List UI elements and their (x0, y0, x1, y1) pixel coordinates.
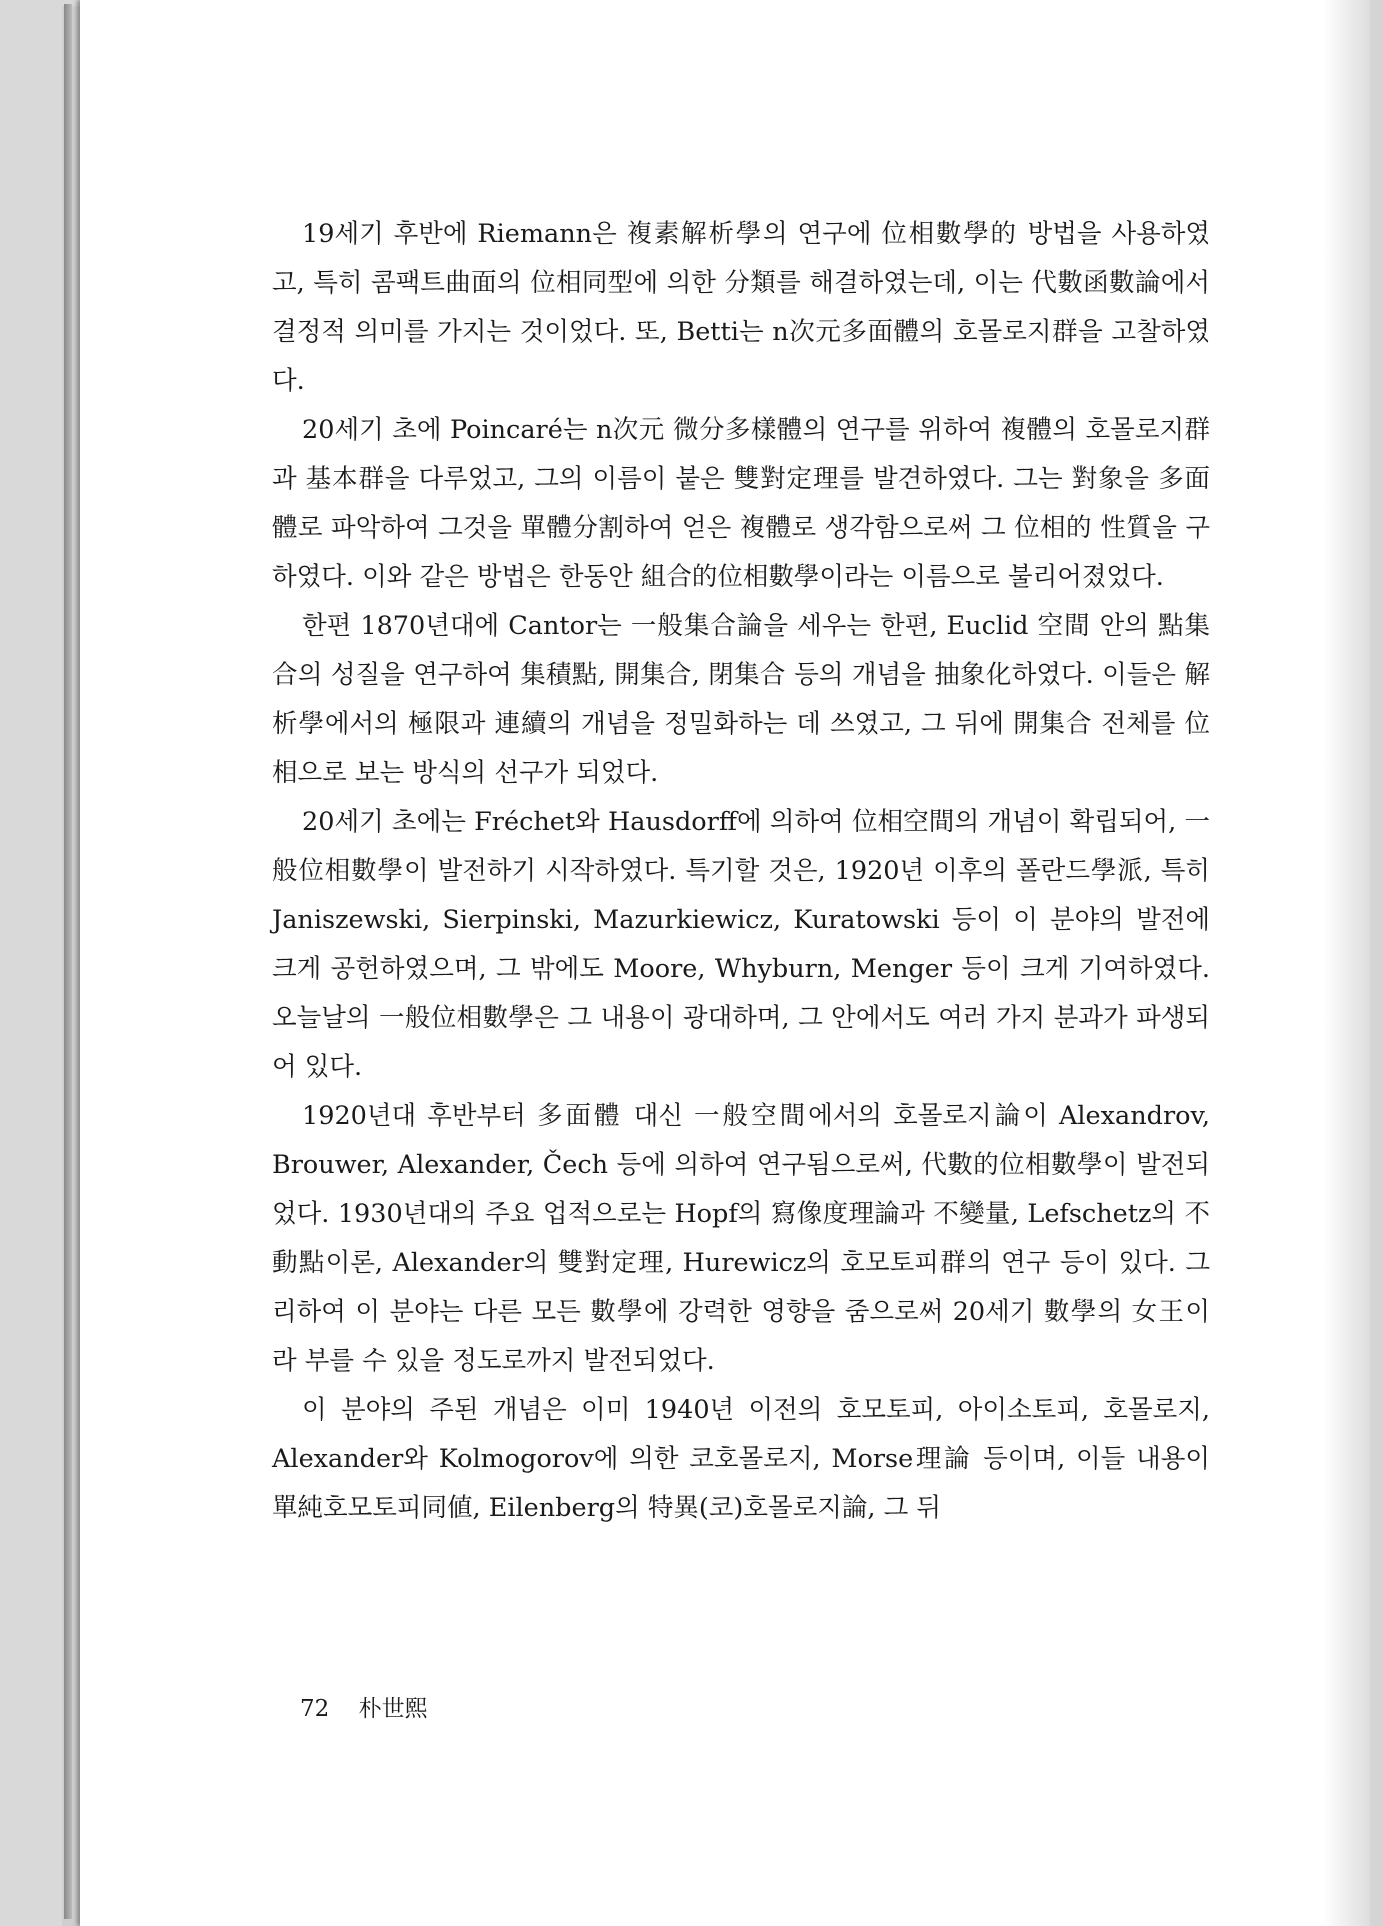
paragraph-6: 이 분야의 주된 개념은 이미 1940년 이전의 호모토피, 아이소토피, 호몰로지, Alexander와 Kolmogorov에 의한 코호몰로지, Morse理論 등이며, 이들 내용이 單純호모토피同値, Eilenberg의 特異(코)호몰로지論, 그 뒤 (272, 1395, 1210, 1523)
page-right-shadow (1323, 0, 1383, 1926)
paragraph-5: 1920년대 후반부터 多面體 대신 一般空間에서의 호몰로지論이 Alexandrov, Brouwer, Alexander, Čech 등에 의하여 연구됨으로써, 代數的位相數學이 발전되었다. 1930년대의 주요 업적으로는 Hopf의 寫像度理論과 不變量, Lefschetz의 不動點이론, Alexander의 雙對定理, Hurewicz의 호모토피群의 연구 등이 있다. 그리하여 이 분야는 다른 모든 數學에 강력한 영향을 줌으로써 20세기 數學의 女王이라 부를 수 있을 정도로까지 발전되었다. (272, 1101, 1210, 1376)
paragraph-1: 19세기 후반에 Riemann은 複素解析學의 연구에 位相數學的 방법을 사용하였고, 특히 콤팩트曲面의 位相同型에 의한 分類를 해결하였는데, 이는 代數函數論에서 결정적 의미를 가지는 것이었다. 또, Betti는 n次元多面體의 호몰로지群을 고찰하였다. (272, 219, 1210, 396)
paragraph-3: 한편 1870년대에 Cantor는 一般集合論을 세우는 한편, Euclid 空間 안의 點集合의 성질을 연구하여 集積點, 開集合, 閉集合 등의 개념을 抽象化하였다. 이들은 解析學에서의 極限과 連續의 개념을 정밀화하는 데 쓰였고, 그 뒤에 開集合 전체를 位相으로 보는 방식의 선구가 되었다. (272, 611, 1210, 788)
author-name: 朴世熙 (358, 1696, 428, 1722)
page-number: 72 (300, 1696, 330, 1722)
page-left-edge (64, 4, 72, 1919)
paragraph-4: 20세기 초에는 Fréchet와 Hausdorff에 의하여 位相空間의 개념이 확립되어, 一般位相數學이 발전하기 시작하였다. 특기할 것은, 1920년 이후의 폴란드學派, 특히 Janiszewski, Sierpinski, Mazurkiewicz, Kuratowski 등이 이 분야의 발전에 크게 공헌하였으며, 그 밖에도 Moore, Whyburn, Menger 등이 크게 기여하였다. 오늘날의 一般位相數學은 그 내용이 광대하며, 그 안에서도 여러 가지 분과가 파생되어 있다. (272, 807, 1210, 1082)
page-footer (300, 1690, 428, 1723)
paragraph-2: 20세기 초에 Poincaré는 n次元 微分多樣體의 연구를 위하여 複體의 호몰로지群과 基本群을 다루었고, 그의 이름이 붙은 雙對定理를 발견하였다. 그는 對象을 多面體로 파악하여 그것을 單體分割하여 얻은 複體로 생각함으로써 그 位相的 性質을 구하였다. 이와 같은 방법은 한동안 組合的位相數學이라는 이름으로 불리어졌었다. (272, 415, 1210, 592)
body-text (272, 210, 1210, 1533)
